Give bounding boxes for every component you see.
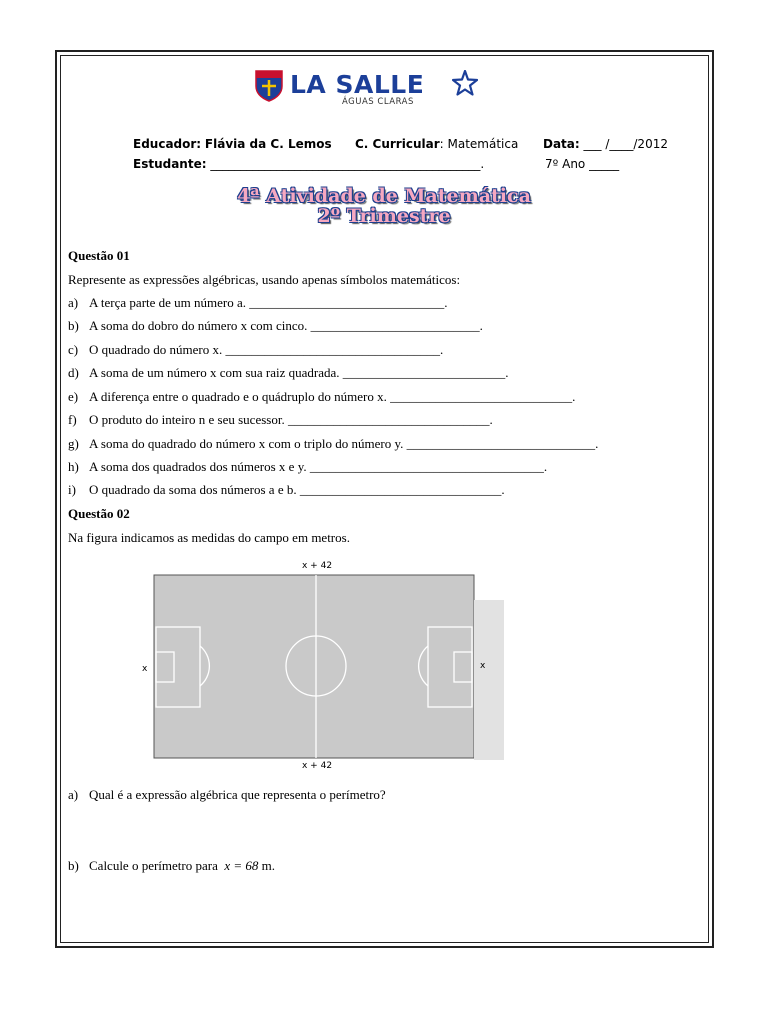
q1-item: c) O quadrado do número x. _________________________________. [68,342,444,357]
q1-item: b) A soma do dobro do número x com cinco. __________________________. [68,318,483,333]
activity-title: 4ª Atividade de Matemática [237,185,531,207]
logo-subtitle: ÁGUAS CLARAS [342,97,414,107]
logo-brand: LA SALLE [290,70,425,99]
q1-item: h) A soma dos quadrados dos números x e y. ____________________________________. [68,459,548,474]
field-bottom-label: x + 42 [302,761,333,771]
q1-heading: Questão 01 [68,248,130,263]
q1-item: d) A soma de um número x com sua raiz quadrada. _________________________. [68,365,509,380]
star-icon [452,70,478,96]
estudante-field: Estudante: _____________________________________________. [133,157,485,171]
soccer-field-figure [120,560,510,775]
field-top-label: x + 42 [302,561,333,571]
school-logo [254,66,484,116]
educador-field: Educador: Flávia da C. Lemos [133,137,332,151]
data-field: Data: ___ /____/2012 [543,137,668,151]
curricular-field: C. Curricular: Matemática [355,137,519,151]
q2-item-b: b) Calcule o perímetro para x = 68 m. [68,858,276,873]
q2-item-a: a) Qual é a expressão algébrica que representa o perímetro? [68,787,386,802]
shield-icon [254,68,284,102]
field-right-label: x [480,661,486,671]
q1-item: i) O quadrado da soma dos números a e b. _______________________________. [68,482,505,497]
q1-item: g) A soma do quadrado do número x com o triplo do número y. _____________________________. [68,436,599,451]
q2-heading: Questão 02 [68,506,130,521]
q1-instruction: Represente as expressões algébricas, usando apenas símbolos matemáticos: [68,272,461,287]
perimeter-formula: x = 68 [224,858,259,873]
field-left-label: x [142,664,148,674]
activity-subtitle: 2º Trimestre [317,205,451,227]
q1-item: a) A terça parte de um número a. ______________________________. [68,295,448,310]
q1-item: e) A diferença entre o quadrado e o quádruplo do número x. ____________________________. [68,389,576,404]
q1-item: f) O produto do inteiro n e seu sucessor. _______________________________. [68,412,493,427]
ano-field: 7º Ano _____ [545,157,620,171]
q2-instruction: Na figura indicamos as medidas do campo em metros. [68,530,350,545]
soccer-field-diagram [120,560,510,775]
